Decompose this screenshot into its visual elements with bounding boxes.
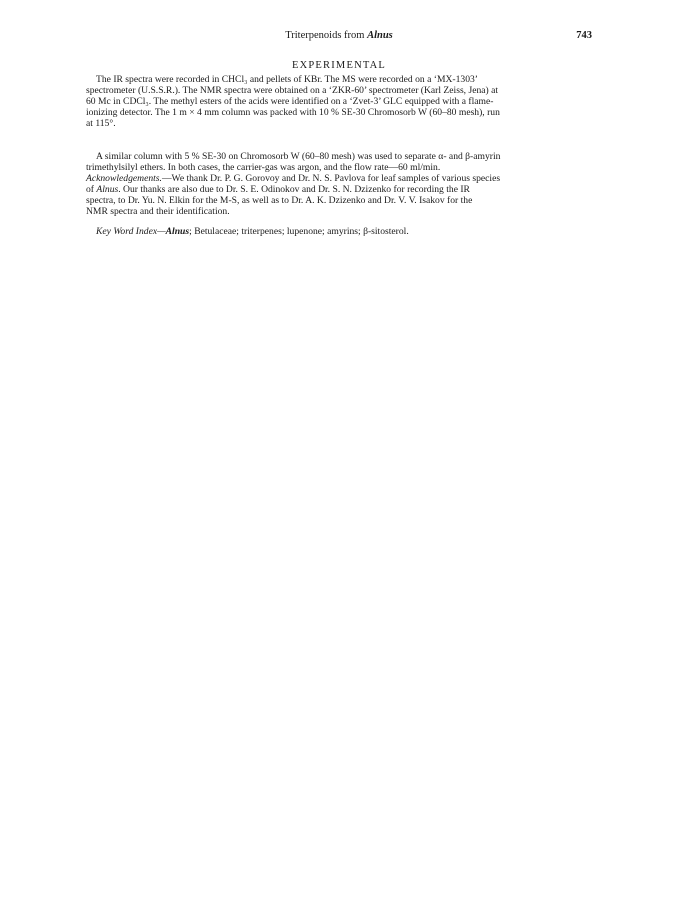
paragraph-column — [86, 151, 592, 173]
text-line: at 115°. — [86, 118, 116, 129]
keywords-genus: Alnus — [165, 226, 190, 237]
keywords-dash: — — [157, 226, 166, 237]
text-line — [86, 226, 592, 237]
running-title — [86, 30, 592, 41]
text-line: spectra, to Dr. Yu. N. Elkin for the M-S, as well as to Dr. A. K. Dzizenko and Dr. V. V. Isakov for the — [86, 195, 473, 206]
text-line: The IR spectra were recorded in CHCl₃ and pellets of KBr. The MS were recorded on a ‘MX-1303’ — [96, 74, 479, 85]
keywords-label — [96, 226, 189, 237]
paragraph-acknowledgements — [86, 173, 592, 217]
acknowledgements-text: —We thank Dr. P. G. Gorovoy and Dr. N. S. Pavlova for leaf samples of various species — [161, 173, 501, 184]
running-title-genus: Alnus — [367, 30, 393, 41]
acknowledgements-text: of — [86, 184, 97, 195]
acknowledgements-text: . Our thanks are also due to Dr. S. E. Odinokov and Dr. S. N. Dzizenko for recording the IR — [118, 184, 470, 195]
acknowledgements-label: Acknowledgements. — [86, 173, 162, 184]
text-line: ionizing detector. The 1 m × 4 mm column was packed with 10 % SE-30 Chromosorb W (60–80 mesh), run — [86, 107, 500, 118]
text-line — [86, 173, 592, 184]
text-line: NMR spectra and their identification. — [86, 206, 230, 217]
keywords-terms: ; Betulaceae; triterpenes; lupenone; amyrins; β-sitosterol. — [189, 226, 409, 237]
text-line: trimethylsilyl ethers. In both cases, the carrier-gas was argon, and the flow rate—60 ml/min. — [86, 162, 441, 173]
page-number: 743 — [576, 30, 592, 41]
text-line: 60 Mc in CDCl₃. The methyl esters of the acids were identified on a ‘Zvet-3’ GLC equipped with a flame- — [86, 96, 494, 107]
running-title-prefix: Triterpenoids from — [285, 30, 368, 41]
text-line: spectrometer (U.S.S.R.). The NMR spectra were obtained on a ‘ZKR-60’ spectrometer (Karl Zeiss, Jena) at — [86, 85, 499, 96]
paragraph-keywords — [86, 226, 592, 237]
text-line: A similar column with 5 % SE-30 on Chromosorb W (60–80 mesh) was used to separate α- and β-amyrin — [96, 151, 501, 162]
running-head — [86, 30, 592, 44]
keywords-label-text: Key Word Index — [96, 226, 158, 237]
text-line — [86, 184, 592, 195]
paragraph-methods — [86, 74, 592, 129]
section-heading-experimental: EXPERIMENTAL — [291, 60, 387, 71]
genus-name: Alnus — [96, 184, 119, 195]
